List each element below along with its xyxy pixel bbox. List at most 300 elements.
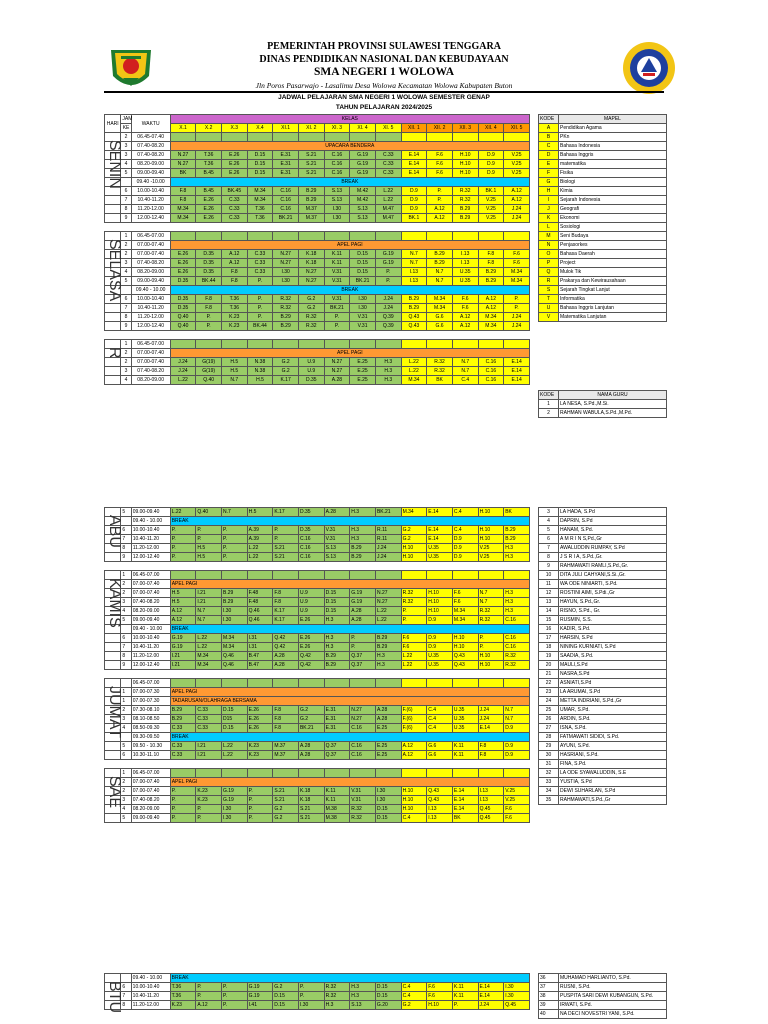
waktu-cell: 06.45-07.40 [131, 133, 170, 142]
subject-cell: L.22 [170, 508, 196, 517]
teacher-name: RAHMAN WABULA,S.Pd.,M.Pd. [559, 409, 667, 418]
subject-cell: I.30 [324, 205, 350, 214]
subject-cell: U.35 [452, 277, 478, 286]
subject-cell: C.33 [375, 151, 401, 160]
subject-cell [170, 340, 196, 349]
schedule-row [105, 715, 530, 724]
teacher-code: 30 [539, 751, 559, 760]
teacher-name: PUSPITA SARI DEWI KUBANGUN, S.Pd. [559, 992, 667, 1001]
subject-cell: L.22 [247, 544, 273, 553]
subject-cell: I.21 [170, 661, 196, 670]
teacher-code: 5 [539, 526, 559, 535]
subject-cell: H.3 [504, 544, 530, 553]
subject-cell: A.12 [504, 196, 530, 205]
teacher-name: LA ODE SYAWALUDDIN, S.E [559, 769, 667, 778]
subject-cell: H.3 [375, 376, 401, 385]
subject-cell: Q.37 [324, 742, 350, 751]
teacher-code: 26 [539, 715, 559, 724]
waktu-cell: 07.40-08.20 [131, 598, 170, 607]
subject-cell: P. [247, 304, 273, 313]
waktu-cell: 07.00-07.40 [131, 589, 170, 598]
subject-code-row [539, 214, 667, 223]
schedule-row [105, 331, 530, 340]
subject-cell: C.33 [375, 160, 401, 169]
subject-cell: V.31 [324, 535, 350, 544]
class-col-14: XII. 5 [504, 124, 530, 133]
subject-cell: E.26 [247, 715, 273, 724]
subject-cell: R.32 [427, 358, 453, 367]
subject-cell: H.3 [324, 643, 350, 652]
subject-cell: C.16 [478, 358, 504, 367]
subject-cell: P. [375, 268, 401, 277]
subject-cell: C.4 [401, 983, 427, 992]
jam-ke: 6 [121, 295, 131, 304]
subject-cell: M.34 [222, 634, 248, 643]
class-col-10: XII. 1 [401, 124, 427, 133]
subject-cell: N.7 [221, 376, 247, 385]
subject-cell: Q.42 [298, 652, 324, 661]
subject-cell: BK.1 [478, 187, 504, 196]
subject-cell: B.29 [298, 187, 324, 196]
subject-cell: G.2 [298, 304, 324, 313]
teacher-code: 14 [539, 607, 559, 616]
teacher-row [539, 715, 667, 724]
schedule-row [105, 286, 530, 295]
subject-cell: N.38 [247, 367, 273, 376]
subject-cell: E.25 [375, 724, 401, 733]
subject-cell: U.35 [427, 553, 453, 562]
subject-cell: I.21 [170, 652, 196, 661]
gap-cell [105, 760, 530, 769]
subject-cell: Q.42 [298, 661, 324, 670]
subject-cell: F.8 [170, 187, 196, 196]
subject-cell: Q.37 [350, 652, 376, 661]
schedule-row [105, 151, 530, 160]
jam-ke: 4 [121, 805, 131, 814]
subject-cell: K.23 [221, 322, 247, 331]
subject-cell: U.9 [298, 589, 324, 598]
waktu-cell: 09.00-09.40 [131, 814, 170, 823]
subject-cell: E.31 [273, 169, 299, 178]
subject-cell: D.9 [401, 196, 427, 205]
subject-cell: BK.44 [247, 322, 273, 331]
subject-cell: P. [478, 634, 504, 643]
subject-cell: R.32 [350, 805, 376, 814]
subject-cell: B.29 [350, 553, 376, 562]
subject-cell: E.14 [478, 724, 504, 733]
subject-cell: F.48 [247, 598, 273, 607]
subject-cell: E.26 [196, 214, 222, 223]
jam-ke: 8 [121, 652, 131, 661]
subject-cell: U.9 [298, 607, 324, 616]
subject-cell: I.13 [401, 268, 427, 277]
subject-cell: P. [196, 526, 222, 535]
subject-cell [247, 232, 273, 241]
subject-cell: B.29 [452, 205, 478, 214]
jam-ke: 4 [121, 268, 131, 277]
teacher-name: RAHMAWATI,S.Pd.,Gr [559, 796, 667, 805]
teacher-code: 33 [539, 778, 559, 787]
subject-cell: Q.46 [247, 607, 273, 616]
subject-cell: D.15 [350, 268, 376, 277]
subject-cell [427, 769, 453, 778]
teacher-body-page2 [539, 508, 667, 805]
subject-cell: N.27 [170, 160, 196, 169]
subject-cell: F.8 [273, 724, 299, 733]
schedule-row [105, 349, 530, 358]
teacher-code: 2 [539, 409, 559, 418]
schedule-row [105, 679, 530, 688]
subject-cell: D.15 [350, 259, 376, 268]
subject-cell: B.29 [504, 535, 530, 544]
jam-ke: 6 [121, 526, 131, 535]
teacher-code: 16 [539, 625, 559, 634]
subject-cell: Q.43 [452, 661, 478, 670]
subject-cell: I.13 [478, 787, 504, 796]
subject-cell: N.7 [401, 259, 427, 268]
subject-cell: B.29 [427, 259, 453, 268]
subject-cell: G.6 [427, 751, 453, 760]
subject-cell: F.(6) [401, 724, 427, 733]
subject-cell: F.8 [273, 589, 299, 598]
subject-cell [247, 133, 273, 142]
subject-cell: G.2 [273, 983, 299, 992]
subject-cell: R.32 [273, 295, 299, 304]
head-ke: KE [122, 125, 130, 131]
subject-cell: B.29 [401, 295, 427, 304]
subject-cell: V.25 [504, 151, 530, 160]
subject-cell: G.19 [247, 992, 273, 1001]
subject-cell: C.33 [247, 259, 273, 268]
subject-name: Bahasa Indonesia [559, 142, 667, 151]
subject-cell: P. [452, 1001, 478, 1010]
subject-cell: K.11 [452, 742, 478, 751]
subject-cell: M.37 [273, 742, 299, 751]
subject-cell: P. [196, 313, 222, 322]
waktu-cell: 10.40-11.20 [131, 535, 170, 544]
subject-cell: C.16 [298, 535, 324, 544]
hari-cell [105, 751, 121, 760]
teacher-name: LA ARUMAI, S.Pd [559, 688, 667, 697]
subject-cell: I.30 [350, 304, 376, 313]
subject-cell: H.10 [401, 544, 427, 553]
subject-cell: F.6 [504, 814, 530, 823]
gap-cell [105, 331, 530, 340]
schedule-row [105, 787, 530, 796]
jam-ke: 2 [121, 250, 131, 259]
subject-cell: G.2 [273, 814, 299, 823]
break-banner: BREAK [170, 178, 529, 187]
subject-cell: L.22 [401, 652, 427, 661]
subject-cell [170, 571, 196, 580]
subject-code: F [539, 169, 559, 178]
subject-cell: L.22 [375, 196, 401, 205]
waktu-cell: 07.40-08.20 [131, 796, 170, 805]
waktu-cell: 11.20-12.00 [131, 205, 170, 214]
subject-cell: D.15 [222, 724, 248, 733]
subject-cell: A.28 [273, 652, 299, 661]
subject-cell: P. [170, 796, 196, 805]
schedule-row [105, 340, 530, 349]
subject-cell: N.7 [504, 706, 530, 715]
subject-cell: H.3 [324, 616, 350, 625]
subject-cell: E.31 [324, 715, 350, 724]
subject-cell: E.14 [401, 169, 427, 178]
subject-cell: I.30 [222, 607, 248, 616]
subject-cell [478, 571, 504, 580]
subject-cell: G.19 [170, 634, 196, 643]
teacher-code: 32 [539, 769, 559, 778]
class-col-13: XII. 4 [478, 124, 504, 133]
subject-cell: C.4 [452, 526, 478, 535]
waktu-cell: 10.00-10.40 [131, 187, 170, 196]
subject-code: L [539, 223, 559, 232]
subject-cell: C.33 [196, 724, 222, 733]
teacher-name: ARDIN, S.Pd. [559, 715, 667, 724]
subject-cell: V.25 [504, 160, 530, 169]
subject-cell: F.(6) [401, 715, 427, 724]
teacher-code: 9 [539, 562, 559, 571]
teacher-name: RAHMAWATI RAMLI,S.Pd.,Gr. [559, 562, 667, 571]
subject-cell: P. [222, 553, 248, 562]
subject-cell: BK [170, 169, 196, 178]
subject-cell: B.29 [401, 304, 427, 313]
jam-ke: 3 [121, 367, 131, 376]
subject-code: H [539, 187, 559, 196]
subject-cell: F.6 [427, 169, 453, 178]
subject-cell: M.37 [298, 214, 324, 223]
subject-cell: L.22 [401, 367, 427, 376]
subject-cell [196, 571, 222, 580]
hari-cell [105, 742, 121, 751]
subject-cell [375, 232, 401, 241]
schedule-row [105, 526, 530, 535]
waktu-cell: 09.00-09.40 [131, 616, 170, 625]
subject-cell: V.25 [478, 544, 504, 553]
subject-cell: P. [427, 187, 453, 196]
subject-cell: K.23 [170, 1001, 196, 1010]
subject-cell: D.9 [427, 616, 453, 625]
schedule-row [105, 625, 530, 634]
subject-cell: H.10 [452, 160, 478, 169]
subject-cell: I.13 [401, 277, 427, 286]
subject-code-row [539, 241, 667, 250]
subject-code: U [539, 304, 559, 313]
subject-cell: B.29 [504, 526, 530, 535]
subject-cell: M.34 [427, 295, 453, 304]
subject-code-row [539, 259, 667, 268]
subject-cell: T.36 [247, 205, 273, 214]
teacher-name: DAPRIN, S.Pd [559, 517, 667, 526]
subject-cell: H.10 [452, 643, 478, 652]
subject-cell: D.9 [427, 634, 453, 643]
teacher-name: NASRA,S.Pd [559, 670, 667, 679]
teacher-row [539, 670, 667, 679]
subject-cell: A.28 [350, 607, 376, 616]
schedule-row [105, 223, 530, 232]
waktu-cell: 09.50 - 10.30 [131, 742, 170, 751]
header-rule [104, 91, 664, 93]
jam-ke: 1 [121, 232, 131, 241]
waktu-cell: 09.00-09.40 [131, 277, 170, 286]
subject-name: Penjasorkes [559, 241, 667, 250]
subject-name: Bahasa Daerah [559, 250, 667, 259]
teacher-name: ROSTINI AIMI, S.Pdi.,Gr [559, 589, 667, 598]
subject-cell: H.3 [350, 992, 376, 1001]
subject-cell: I.30 [350, 295, 376, 304]
subject-cell [427, 571, 453, 580]
teacher-name: LA NESA, S.Pd.,M.Si. [559, 400, 667, 409]
head-waktu: WAKTU [131, 115, 170, 133]
jam-ke: 1 [121, 697, 131, 706]
jam-ke: 9 [121, 553, 131, 562]
schedule-row [105, 607, 530, 616]
subject-cell: G.2 [273, 367, 299, 376]
jam-ke: 5 [121, 616, 131, 625]
subject-cell: J.24 [170, 367, 196, 376]
subject-cell: Q.42 [273, 634, 299, 643]
class-col-9: XI. 5 [375, 124, 401, 133]
jam-ke: 4 [121, 376, 131, 385]
subject-cell: M.37 [273, 751, 299, 760]
subject-cell: BK.21 [350, 277, 376, 286]
subject-cell: H.10 [478, 652, 504, 661]
subject-cell: L.22 [401, 358, 427, 367]
subject-cell: T.36 [196, 160, 222, 169]
subject-cell: F.6 [401, 634, 427, 643]
subject-cell: K.11 [452, 751, 478, 760]
teacher-code: 7 [539, 544, 559, 553]
subject-cell: R.32 [324, 983, 350, 992]
subject-cell: N.7 [504, 715, 530, 724]
head-jam: JAM [122, 116, 133, 122]
subject-cell: R.32 [478, 616, 504, 625]
class-col-1: X.1 [170, 124, 196, 133]
subject-cell: H.3 [350, 983, 376, 992]
subject-cell: F.8 [478, 259, 504, 268]
subject-cell: P. [427, 196, 453, 205]
jam-ke: 3 [121, 142, 131, 151]
subject-cell: N.7 [452, 367, 478, 376]
school-address: Jln Poros Pasarwajo - Lasalimu Desa Wolowa Kecamatan Wolowa Kabupaten Buton [255, 81, 513, 90]
schedule-row [105, 769, 530, 778]
subject-cell: B.29 [222, 589, 248, 598]
subject-cell: J.24 [375, 295, 401, 304]
hari-cell [105, 652, 121, 661]
apel-banner: UPACARA BENDERA [170, 142, 529, 151]
subject-cell: A.12 [401, 742, 427, 751]
subject-cell: H.10 [478, 526, 504, 535]
subject-cell: E.14 [504, 358, 530, 367]
subject-cell: H.5 [196, 553, 222, 562]
subject-cell: H.10 [401, 805, 427, 814]
subject-cell: D.15 [324, 598, 350, 607]
teacher-row [539, 526, 667, 535]
subject-cell: R.32 [452, 187, 478, 196]
teacher-row [539, 679, 667, 688]
subject-cell: D.35 [298, 376, 324, 385]
waktu-cell: 08.20-09.00 [131, 805, 170, 814]
waktu-cell: 07.00-07.40 [131, 787, 170, 796]
schedule-row [105, 992, 530, 1001]
subject-code: R [539, 277, 559, 286]
subject-cell: A.28 [324, 376, 350, 385]
hari-cell [105, 367, 121, 376]
subject-name: Geografi [559, 205, 667, 214]
teacher-row [539, 535, 667, 544]
schedule-row [105, 598, 530, 607]
subject-cell: I.21 [196, 742, 222, 751]
subject-cell: D.35 [170, 295, 196, 304]
subject-cell [478, 133, 504, 142]
subject-cell: H.3 [375, 661, 401, 670]
day-label-abu: ABU [106, 515, 123, 548]
teacher-code: 35 [539, 796, 559, 805]
subject-cell: I.31 [247, 643, 273, 652]
waktu-cell: 12.00-12.40 [131, 661, 170, 670]
subject-cell: R.32 [452, 196, 478, 205]
subject-cell: H.5 [221, 358, 247, 367]
waktu-cell: 07.00-07.30 [131, 688, 170, 697]
subject-cell: F.6 [401, 643, 427, 652]
subject-cell: P. [247, 295, 273, 304]
subject-cell: N.7 [427, 277, 453, 286]
schedule-row [105, 805, 530, 814]
subject-name: Fisika [559, 169, 667, 178]
subject-cell [324, 769, 350, 778]
jam-ke: 7 [121, 304, 131, 313]
schedule-row [105, 634, 530, 643]
subject-cell: F.6 [504, 259, 530, 268]
subject-cell: H.3 [375, 652, 401, 661]
teacher-name: J S R I A, S.Pd.,Gr. [559, 553, 667, 562]
subject-cell: D.15 [375, 805, 401, 814]
teacher-code: 13 [539, 598, 559, 607]
subject-cell: E.25 [350, 358, 376, 367]
jam-ke: 7 [121, 196, 131, 205]
subject-cell: K.23 [247, 751, 273, 760]
subject-cell: A.12 [427, 205, 453, 214]
subject-cell: S.13 [350, 1001, 376, 1010]
jam-ke: 2 [121, 580, 131, 589]
teacher-code: 28 [539, 733, 559, 742]
school-name: SMA NEGERI 1 WOLOWA [313, 66, 455, 78]
teacher-name: ISNA, S.Pd. [559, 724, 667, 733]
waktu-cell: 10.40-11.20 [131, 196, 170, 205]
waktu-cell: 10.30-11.10 [131, 751, 170, 760]
subject-cell: G.19 [350, 169, 376, 178]
subject-cell: C.16 [504, 634, 530, 643]
subject-cell: V.25 [478, 553, 504, 562]
schedule-row [105, 643, 530, 652]
jam-ke: 2 [121, 778, 131, 787]
subject-cell: J.24 [170, 358, 196, 367]
teacher-row [539, 778, 667, 787]
teacher-row [539, 607, 667, 616]
subject-cell: S.21 [298, 805, 324, 814]
hari-cell [105, 643, 121, 652]
subject-cell: R.32 [350, 814, 376, 823]
waktu-cell: 08.20-09.00 [131, 160, 170, 169]
day-label-btu: BTU [106, 981, 123, 1013]
subject-cell: B.29 [452, 214, 478, 223]
subject-cell [504, 769, 530, 778]
teacher-name: ASNIATI,S.Pd [559, 679, 667, 688]
jam-ke: 7 [121, 992, 131, 1001]
day-label-selasa: SELASA [106, 239, 123, 302]
subject-cell: H.3 [324, 634, 350, 643]
waktu-cell: 07.40-08.20 [131, 367, 170, 376]
